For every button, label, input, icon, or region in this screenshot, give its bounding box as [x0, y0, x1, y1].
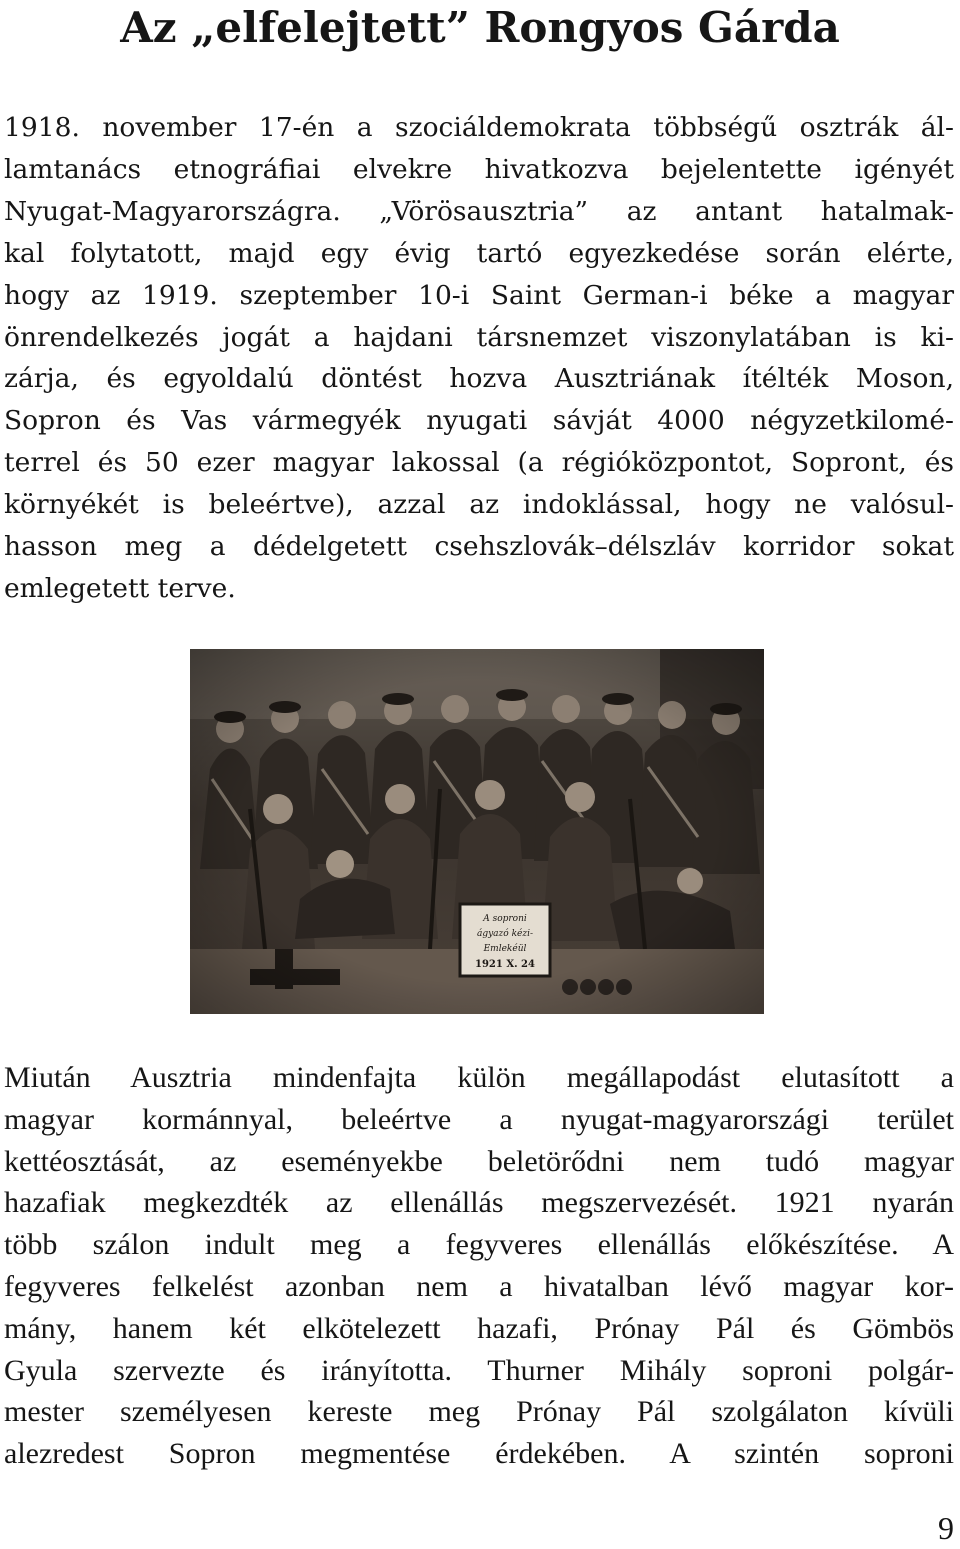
text-line: Gyula szervezte és irányította. Thurner Mihály soproni polgár-	[4, 1353, 954, 1387]
text-line: mány, hanem két elkötelezett hazafi, Prónay Pál és Gömbös	[4, 1311, 954, 1345]
text-line: hazafiak megkezdték az ellenállás megszervezését. 1921 nyarán	[4, 1186, 954, 1220]
text-line: alezredest Sopron megmentése érdekében. A szintén soproni	[4, 1437, 954, 1471]
text-line: terrel és 50 ezer magyar lakossal (a régióközpontot, Sopront, és	[4, 447, 954, 479]
text-line: emlegetett terve.	[4, 572, 236, 604]
text-line: kettéosztását, az eseményekbe beletörődni nem tudó magyar	[4, 1144, 954, 1178]
page-number: 9	[938, 1510, 954, 1546]
text-line: Nyugat-Magyarországra. „Vörösausztria” az antant hatalmak-	[4, 195, 954, 227]
text-line: fegyveres felkelést azonban nem a hivatalban lévő magyar kor-	[4, 1269, 954, 1303]
text-line: környékét is beleértve), azzal az indoklással, hogy ne valósul-	[4, 489, 954, 521]
text-line: 1918. november 17-én a szociáldemokrata többségű osztrák ál-	[4, 112, 954, 143]
text-line: lamtanács etnográfiai elvekre hivatkozva bejelentette igényét	[4, 153, 954, 185]
text-line: magyar kormánnyal, beleértve a nyugat-magyarországi terület	[4, 1102, 954, 1136]
text-line: több szálon indult meg a fegyveres ellenállás előkészítése. A	[4, 1228, 954, 1262]
text-line: hogy az 1919. szeptember 10-i Saint German-i béke a magyar	[4, 279, 954, 311]
text-line: Miután Ausztria mindenfajta külön megállapodást elutasított a	[4, 1061, 954, 1094]
group-photo	[190, 649, 764, 1014]
page-title: Az „elfelejtett” Rongyos Gárda	[120, 3, 840, 52]
text-line: hasson meg a dédelgetett csehszlovák–délszláv korridor sokat	[4, 531, 954, 563]
text-line: kal folytatott, majd egy évig tartó egyezkedése során elérte,	[4, 237, 954, 269]
paragraph-intro	[4, 107, 954, 610]
text-line: zárja, és egyoldalú döntést hozva Ausztriának ítélték Moson,	[4, 363, 954, 395]
text-line: önrendelkezés jogát a hajdani társnemzet viszonylatában is ki-	[4, 321, 954, 353]
paragraph-main	[4, 1057, 954, 1475]
text-line: Sopron és Vas vármegyék nyugati sávját 4000 négyzetkilomé-	[4, 405, 954, 437]
group-photo-illustration	[190, 649, 764, 1014]
text-line: mester személyesen kereste meg Prónay Pál szolgálaton kívüli	[4, 1395, 954, 1429]
